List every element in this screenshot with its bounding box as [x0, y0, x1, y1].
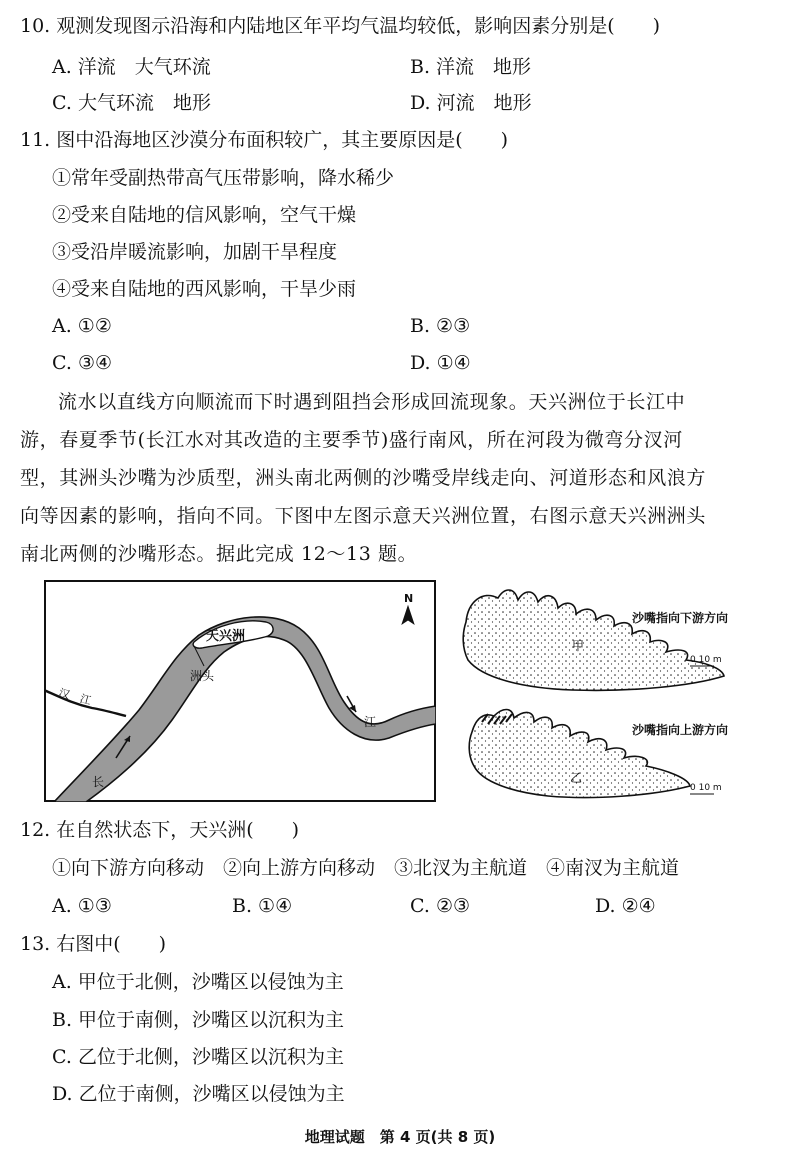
q11-item-3: ③受沿岸暖流影响，加剧干旱程度: [52, 241, 338, 263]
q10-option-a[interactable]: A. 洋流 大气环流: [52, 56, 211, 78]
q11-item-1: ①常年受副热带高气压带影响，降水稀少: [52, 167, 395, 189]
page-footer: 地理试题 第 4 页(共 8 页): [304, 1128, 496, 1146]
jiang-label: 江: [364, 715, 377, 729]
scale-label-bottom: 0 10 m: [690, 783, 722, 793]
q12-option-c[interactable]: C. ②③: [410, 895, 471, 917]
spit-yi-mark: 乙: [570, 771, 583, 785]
head-label: 洲头: [190, 669, 215, 683]
spit-jia-shape: [463, 590, 724, 690]
q12-option-a[interactable]: A. ①③: [52, 895, 112, 917]
q11-option-b[interactable]: B. ②③: [410, 315, 471, 337]
q10-option-d[interactable]: D. 河流 地形: [410, 92, 532, 114]
q10-stem: 10. 观测发现图示沿海和内陆地区年平均气温均较低，影响因素分别是( ): [20, 15, 661, 37]
q10-option-b[interactable]: B. 洋流 地形: [410, 56, 532, 78]
spit-yi-caption: 沙嘴指向上游方向: [632, 723, 729, 737]
chang-label: 长: [92, 775, 105, 789]
q13-option-c[interactable]: C. 乙位于北侧，沙嘴区以沉积为主: [52, 1046, 344, 1068]
passage-line-2: 游，春夏季节(长江水对其改造的主要季节)盛行南风，所在河段为微弯分汊河: [20, 429, 683, 451]
q12-option-d[interactable]: D. ②④: [595, 895, 656, 917]
spit-jia-mark: 甲: [572, 639, 585, 653]
passage-line-3: 型，其洲头沙嘴为沙质型，洲头南北两侧的沙嘴受岸线走向、河道形态和风浪方: [20, 467, 707, 489]
han-river-label: 汉 江: [57, 686, 93, 708]
scale-label-top: 0 10 m: [690, 655, 722, 665]
spit-jia-caption: 沙嘴指向下游方向: [632, 611, 729, 625]
q13-option-d[interactable]: D. 乙位于南侧，沙嘴区以侵蚀为主: [52, 1083, 345, 1105]
island-label: 天兴洲: [206, 629, 246, 644]
north-label: N: [404, 592, 414, 605]
passage-line-4: 向等因素的影响，指向不同。下图中左图示意天兴洲位置，右图示意天兴洲洲头: [20, 505, 707, 527]
q13-option-b[interactable]: B. 甲位于南侧，沙嘴区以沉积为主: [52, 1009, 345, 1031]
passage-line-1: 流水以直线方向顺流而下时遇到阻挡会形成回流现象。天兴洲位于长江中: [58, 391, 686, 413]
spit-shape-figure: [452, 582, 782, 810]
q11-option-a[interactable]: A. ①②: [52, 315, 112, 337]
map-figure-tianxingzhou: [44, 580, 436, 802]
q11-option-c[interactable]: C. ③④: [52, 352, 113, 374]
q13-stem: 13. 右图中( ): [20, 933, 167, 955]
q10-option-c[interactable]: C. 大气环流 地形: [52, 92, 211, 114]
q11-item-4: ④受来自陆地的西风影响，干旱少雨: [52, 278, 357, 300]
q11-item-2: ②受来自陆地的信风影响，空气干燥: [52, 204, 357, 226]
q11-stem: 11. 图中沿海地区沙漠分布面积较广，其主要原因是( ): [20, 129, 509, 151]
q11-option-d[interactable]: D. ①④: [410, 352, 471, 374]
q13-option-a[interactable]: A. 甲位于北侧，沙嘴区以侵蚀为主: [52, 971, 344, 993]
q12-items: ①向下游方向移动 ②向上游方向移动 ③北汊为主航道 ④南汊为主航道: [52, 857, 680, 879]
q12-stem: 12. 在自然状态下，天兴洲( ): [20, 819, 300, 841]
q12-option-b[interactable]: B. ①④: [232, 895, 293, 917]
passage-line-5: 南北两侧的沙嘴形态。据此完成 12～13 题。: [20, 543, 418, 565]
